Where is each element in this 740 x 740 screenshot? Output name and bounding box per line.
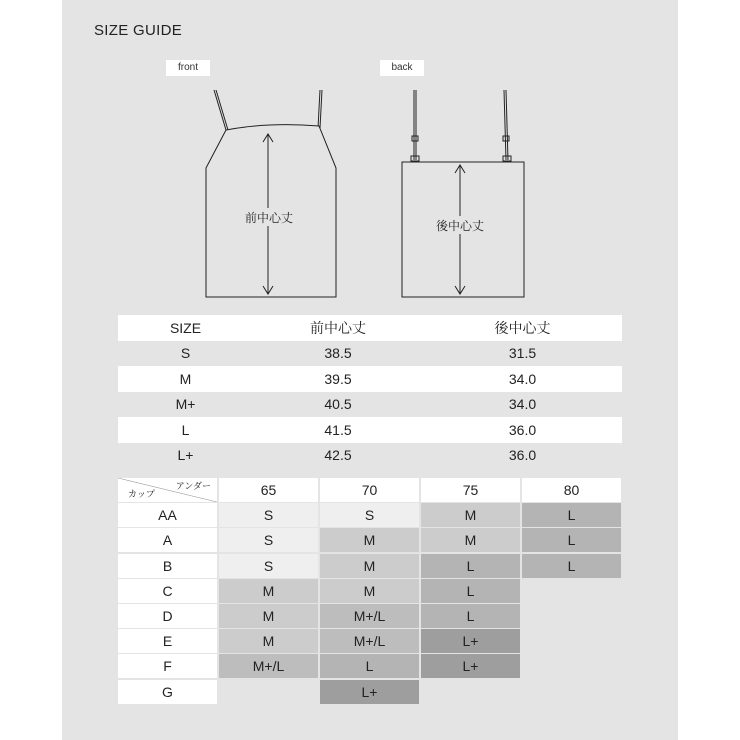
size-value-cell: M+/L bbox=[219, 654, 318, 678]
size-value-cell: L+ bbox=[421, 654, 520, 678]
cup-row-header: F bbox=[118, 654, 217, 678]
size-value-cell: S bbox=[219, 554, 318, 578]
cup-row-header: D bbox=[118, 604, 217, 628]
cup-label: カップ bbox=[128, 489, 155, 499]
size-value-cell: L bbox=[522, 554, 621, 578]
table-row bbox=[118, 417, 622, 443]
back-length-cell: 34.0 bbox=[508, 370, 537, 387]
front-length-header: 前中心丈 bbox=[310, 319, 366, 336]
cup-row-header: E bbox=[118, 629, 217, 653]
size-value-cell: L bbox=[522, 503, 621, 527]
size-value-cell: M bbox=[320, 528, 419, 552]
size-value-cell bbox=[522, 629, 621, 653]
table-row bbox=[118, 528, 623, 553]
back-length-header: 後中心丈 bbox=[494, 319, 551, 336]
size-value-cell: L bbox=[522, 528, 621, 552]
size-cell: M bbox=[179, 370, 192, 387]
size-cell: L+ bbox=[177, 447, 194, 464]
table-row bbox=[118, 341, 622, 367]
front-length-cell: 42.5 bbox=[324, 447, 352, 464]
size-value-cell: L bbox=[320, 654, 419, 678]
size-value-cell bbox=[522, 604, 621, 628]
size-value-cell: M+/L bbox=[320, 604, 419, 628]
table-row bbox=[118, 554, 623, 579]
size-value-cell bbox=[522, 654, 621, 678]
front-length-cell: 38.5 bbox=[324, 345, 352, 362]
size-cell: L bbox=[181, 421, 190, 438]
cup-row-header: A bbox=[118, 528, 217, 552]
size-value-cell: S bbox=[320, 503, 419, 527]
cup-size-table bbox=[118, 478, 623, 705]
under-header: 65 bbox=[219, 478, 318, 502]
page-title: SIZE GUIDE bbox=[94, 22, 183, 39]
cup-table-header bbox=[118, 478, 623, 503]
size-value-cell: M bbox=[421, 503, 520, 527]
front-length-cell: 39.5 bbox=[324, 370, 352, 387]
size-value-cell: L+ bbox=[320, 680, 419, 704]
table-row bbox=[118, 604, 623, 629]
size-header: SIZE bbox=[169, 319, 202, 336]
table-row bbox=[118, 366, 622, 392]
front-length-cell: 40.5 bbox=[324, 396, 352, 413]
size-value-cell: M bbox=[421, 528, 520, 552]
size-value-cell bbox=[421, 680, 520, 704]
table-row bbox=[118, 392, 622, 418]
size-value-cell: L bbox=[421, 604, 520, 628]
back-length-cell: 34.0 bbox=[508, 396, 537, 413]
size-value-cell: M bbox=[219, 604, 318, 628]
size-value-cell: L bbox=[421, 554, 520, 578]
size-value-cell bbox=[219, 680, 318, 704]
table-row bbox=[118, 654, 623, 679]
back-length-cell: 36.0 bbox=[508, 447, 537, 464]
table-row bbox=[118, 579, 623, 604]
table-row bbox=[118, 503, 623, 528]
cup-table-corner bbox=[118, 478, 217, 502]
under-header: 75 bbox=[421, 478, 520, 502]
front-length-label: 前中心丈 bbox=[244, 211, 294, 225]
size-value-cell bbox=[522, 680, 621, 704]
cup-row-header: G bbox=[118, 680, 217, 704]
back-length-label: 後中心丈 bbox=[435, 219, 485, 233]
size-value-cell: M bbox=[320, 554, 419, 578]
cup-row-header: AA bbox=[118, 503, 217, 527]
size-value-cell bbox=[522, 579, 621, 603]
size-value-cell: M+/L bbox=[320, 629, 419, 653]
size-value-cell: L bbox=[421, 579, 520, 603]
size-table-header bbox=[118, 315, 622, 341]
size-value-cell: M bbox=[219, 579, 318, 603]
under-header: 70 bbox=[320, 478, 419, 502]
cup-row-header: B bbox=[118, 554, 217, 578]
cup-table-body bbox=[118, 503, 623, 705]
size-table bbox=[118, 315, 622, 468]
front-garment-diagram bbox=[196, 86, 346, 302]
size-value-cell: M bbox=[219, 629, 318, 653]
back-length-cell: 36.0 bbox=[508, 421, 537, 438]
size-value-cell: M bbox=[320, 579, 419, 603]
under-label: アンダー bbox=[175, 481, 211, 491]
cup-row-header: C bbox=[118, 579, 217, 603]
front-length-cell: 41.5 bbox=[324, 421, 352, 438]
size-value-cell: L+ bbox=[421, 629, 520, 653]
front-tag: front bbox=[166, 60, 210, 76]
size-value-cell: S bbox=[219, 503, 318, 527]
size-value-cell: S bbox=[219, 528, 318, 552]
table-row bbox=[118, 443, 622, 469]
back-length-cell: 31.5 bbox=[508, 345, 537, 362]
back-tag: back bbox=[380, 60, 424, 76]
under-header: 80 bbox=[522, 478, 621, 502]
size-cell: M+ bbox=[175, 396, 196, 413]
table-row bbox=[118, 680, 623, 705]
back-garment-diagram bbox=[394, 86, 534, 302]
size-cell: S bbox=[180, 345, 191, 362]
table-row bbox=[118, 629, 623, 654]
